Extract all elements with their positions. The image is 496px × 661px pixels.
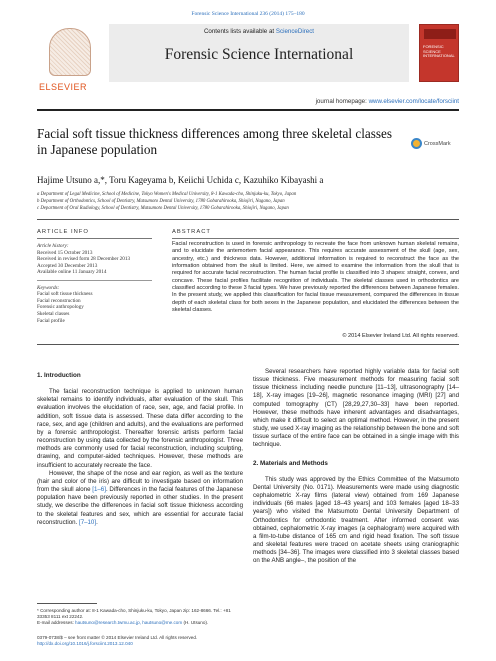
keyword: Forensic anthropology (37, 304, 84, 311)
elsevier-tree-icon (49, 28, 91, 76)
keywords-label: Keywords: (37, 284, 60, 291)
affiliation-a: a Department of Legal Medicine, School of Medicine, Tokyo Women's Medical University, 8-1 Kawada-cho, Shinjuku-ku, Tokyo, Japan (37, 192, 297, 197)
cover-text: FORENSIC SCIENCE INTERNATIONAL (423, 44, 455, 58)
info-separator (37, 280, 152, 281)
journal-banner (109, 24, 409, 82)
keyword: Skeletal classes (37, 310, 70, 317)
intro-p2-text-c: . (96, 518, 98, 526)
keyword: Facial soft tissue thickness (37, 291, 93, 298)
publisher-name: ELSEVIER (39, 82, 88, 92)
issn-line: 0379-0738/$ – see front matter © 2014 Elsevier Ireland Ltd. All rights reserved. (37, 635, 198, 640)
journal-homepage (37, 98, 459, 105)
article-info-rule (37, 238, 152, 239)
crossmark-badge[interactable] (411, 138, 451, 149)
keyword: Facial reconstruction (37, 297, 81, 304)
contents-prefix: Contents lists available at (203, 28, 275, 35)
article-title: Facial soft tissue thickness differences among three skeletal classes in Japanese population (37, 126, 392, 157)
journal-title: Forensic Science International (164, 46, 354, 63)
intro-p2-text-b: . Differences in the facial features of the Japanese population have been previously reported in other studies. In the present study, we describe the differences in facial soft tissue thickness according to the skeletal features and sex, which are essential for accurate facial reconstruction. (37, 486, 243, 526)
sciencedirect-link[interactable]: ScienceDirect (275, 28, 315, 35)
crossmark-icon (411, 138, 422, 149)
history-accepted: Accepted 30 December 2013 (37, 262, 98, 269)
introduction-heading: 1. Introduction (37, 372, 81, 379)
history-revised: Received in revised form 28 December 2013 (37, 256, 131, 263)
methods-heading: 2. Materials and Methods (253, 459, 328, 467)
footnote-rule (37, 603, 97, 604)
intro-paragraph-2 (37, 470, 243, 527)
article-info-heading: ARTICLE INFO (37, 229, 89, 235)
copyright-line: © 2014 Elsevier Ireland Ltd. All rights reserved. (342, 333, 459, 339)
history-label: Article history: (37, 243, 69, 249)
corresponding-author: * Corresponding author at: 8-1 Kawada-cho, Shinjuku-ku, Tokyo, Japan zip: 162-8666. Tel.: +81 33353 8111 ext 22242. (37, 608, 231, 619)
abstract-rule (172, 238, 459, 239)
footnote (37, 608, 243, 626)
email-prefix: E-mail addresses: (37, 620, 74, 625)
reference-link[interactable]: [7–10] (78, 518, 97, 526)
header-divider (37, 109, 459, 111)
abstract-divider (37, 344, 459, 345)
elsevier-logo (37, 26, 103, 92)
email-line (37, 620, 243, 626)
keyword: Facial profile (37, 317, 65, 324)
abstract-text: Facial reconstruction is used in forensic anthropology to recreate the face from unknown human skeletal remains, and to elucidate the antemortem facial appearance. This requires accurate assessment of the skull (age, sex, ancestry, etc.) and thickness data. However, additional information is required to reconstruct the face as the information obtained from the skull is limited. Here, we aimed to examine the information from the skull that is required for accurate facial reconstruction. The human facial profile is classified into 3 shapes: straight, convex, and concave. These facial profiles facilitate recognition of individuals. The skeletal classes used in orthodontics are classified according to these 3 facial types. We have previously reported the differences between Japanese females. In the present study, we applied this classification for facial tissue measurement, compared the differences in tissue depth of each skeletal class for both sexes in the Japanese population, and elucidated the differences between the skeletal classes. (172, 241, 459, 314)
journal-reference: Forensic Science International 236 (2014) 175–180 (191, 11, 305, 17)
bottom-meta (37, 635, 297, 647)
author-list: Hajime Utsuno a,*, Toru Kageyama b, Keiichi Uchida c, Kazuhiko Kibayashi a (37, 175, 324, 185)
left-column (37, 368, 243, 527)
crossmark-label: CrossMark (424, 140, 451, 147)
intro-paragraph-1: The facial reconstruction technique is applied to unknown human skeletal remains to identify individuals, after evaluation of the skull. This evaluation involves the elucidation of race, sex, age, and facial profile. In addition, soft tissue data is assessed. These data differ according to the race, sex, and age (children and adults), and the evaluations are performed by a forensic anthropologist. Thereafter forensic artists perform facial reconstruction by using data collected by the forensic anthropologist. Three methods are commonly used for facial reconstruction, including sculpting, drawing, and computer-aided techniques. However, these methods are insufficient to accurately recreate the face. (37, 388, 243, 469)
homepage-link[interactable]: www.elsevier.com/locate/forsciint (368, 98, 459, 105)
homepage-prefix: journal homepage: (315, 98, 367, 105)
affiliation-c: c Department of Oral Radiology, School of Dentistry, Matsumoto Dental University, 1780 Gobarahirooka, Shiojiri, Nagano, Japan (37, 206, 289, 211)
email-link[interactable]: hautsuno@research.twmu.ac.jp, hautsuno@me.com (75, 620, 183, 625)
contents-line (109, 28, 409, 35)
right-paragraph-1: Several researchers have reported highly variable data for facial soft tissue thickness. Five measurement methods for measuring facial soft tissue thickness including needle puncture [11–13], ultrasonography [14–18], X-ray images [19–26], magnetic resonance imaging (MRI) [27] and computed tomography (CT) [28,29,27,30–33] have been reported. However, these methods have inherent advantages and disadvantages, which make it difficult to select an optimal method. However, in the present study, we used X-ray imaging as the relationship between the bone and soft tissue surface of the entire face can be obtained in a single image with this technique. (253, 368, 459, 449)
history-received: Received 15 October 2013 (37, 249, 93, 256)
cover-bar (424, 29, 456, 39)
email-suffix: (H. Utsuno). (183, 620, 209, 625)
history-online: Available online 11 January 2014 (37, 269, 107, 276)
right-column (253, 368, 459, 565)
abstract-heading: ABSTRACT (172, 229, 211, 235)
article-info (37, 243, 152, 324)
affiliation-divider (37, 219, 459, 220)
affiliation-b: b Department of Orthodontics, School of Dentistry, Matsumoto Dental University, 1780 Gobarahirooka, Shiojiri, Nagano, Japan (37, 199, 285, 204)
journal-cover-thumbnail (419, 24, 459, 82)
affiliations (37, 191, 459, 212)
methods-paragraph-1: This study was approved by the Ethics Committee of the Matsumoto Dental University (No. 0171). Measurements were made using diagnostic cephalometric X-ray films (lateral view) obtained from 169 Japanese individuals (66 males [aged 18–43 years] and 103 females [aged 18–33 years]) who visited the Matsumoto Dental University Department of Orthodontics for orthodontic treatment. After informed consent was obtained, cephalometric X-ray images (a cephalogram) were acquired with a film-to-tube distance of 165 cm and rigid head fixation. The soft tissue and skeletal features were traced on acetate sheets using craniographic methods [34–36]. The images were classified into 3 skeletal classes based on the ANB angle–, the position of the (253, 475, 459, 565)
intro-p2-text-a: However, the shape of the nose and ear region, as well as the texture (hair and color of the iris) are difficult to investigate based on information from the skull alone (37, 469, 243, 494)
masthead (37, 20, 459, 106)
doi-link[interactable]: http://dx.doi.org/10.1016/j.forsciint.2013.12.040 (37, 641, 133, 647)
reference-link[interactable]: [1–6] (92, 486, 106, 494)
